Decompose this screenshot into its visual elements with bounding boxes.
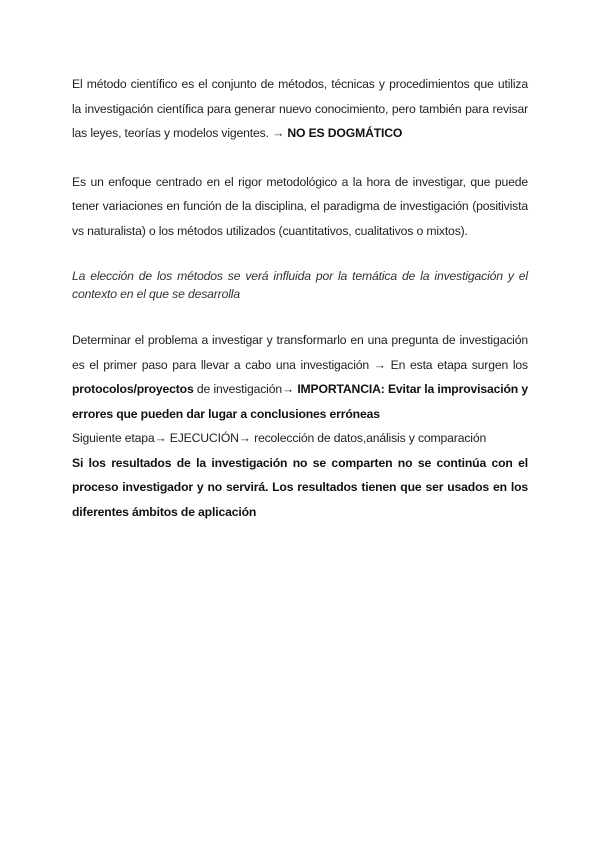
p4-text-a: Determinar el problema a investigar y transformarlo en una pregunta de investigación es el primer paso para llevar a cabo una investigación → En esta etapa surgen los xyxy=(72,333,528,372)
p6-text: Si los resultados de la investigación no se comparten no se continúa con el proceso investigador y no servirá. Los resultados tienen que ser usados en los diferentes ámbitos de aplicación xyxy=(72,455,528,519)
p2-text: Es un enfoque centrado en el rigor metodológico a la hora de investigar, que puede tener variaciones en función de la disciplina, el paradigma de investigación (positivista vs naturalista) o los métodos utilizados (cuantitativos, cualitativos o mixtos). xyxy=(72,174,528,238)
p4-bold-a: protocolos/proyectos xyxy=(72,382,194,396)
paragraph-problem-definition xyxy=(72,328,528,426)
paragraph-scientific-method xyxy=(72,72,528,146)
p4-text-b: de investigación→ xyxy=(193,382,298,396)
p3-text: La elección de los métodos se verá influida por la temática de la investigación y el contexto en el que se desarrolla xyxy=(72,269,528,301)
p4-bold-b: IMPORTANCIA: Evitar la improvisación y errores que pueden dar lugar a conclusiones erróneas xyxy=(72,382,528,421)
paragraph-results xyxy=(72,451,528,525)
paragraph-method-choice xyxy=(72,267,528,303)
p1-bold: NO ES DOGMÁTICO xyxy=(287,126,403,140)
p1-text: El método científico es el conjunto de métodos, técnicas y procedimientos que utiliza la investigación científica para generar nuevo conocimiento, pero también para revisar las leyes, teorías y modelos vigentes. → xyxy=(72,77,528,140)
p5-text: Siguiente etapa→ EJECUCIÓN→ recolección de datos,análisis y comparación xyxy=(72,431,487,445)
paragraph-next-stage xyxy=(72,426,528,451)
paragraph-approach xyxy=(72,170,528,244)
